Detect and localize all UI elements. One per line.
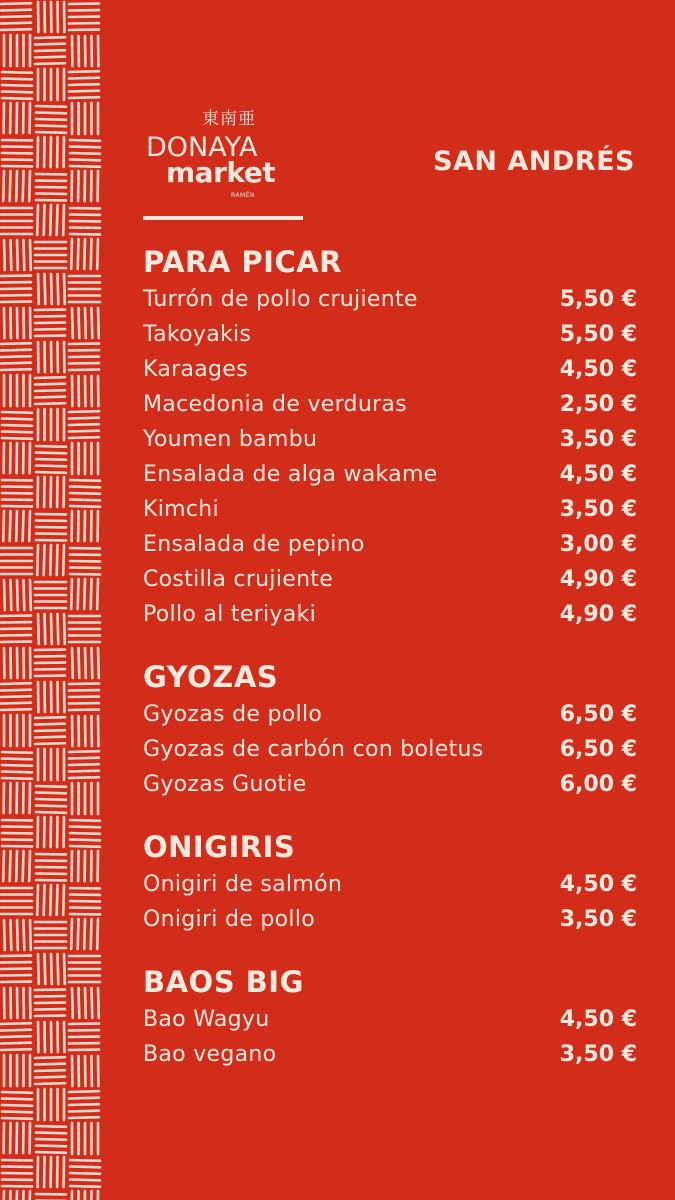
menu-item-name: Turrón de pollo crujiente [143, 287, 418, 312]
menu-item [143, 902, 637, 937]
menu-item-price: 3,50 € [559, 497, 637, 522]
menu-item [143, 697, 637, 732]
menu-item-price: 3,50 € [559, 427, 637, 452]
menu-section [143, 827, 637, 937]
section-title: GYOZAS [143, 660, 279, 694]
menu-item-name: Macedonia de verduras [143, 392, 407, 417]
menu-item [143, 457, 637, 492]
menu-item-price: 4,50 € [559, 1007, 637, 1032]
menu-item-price: 4,50 € [559, 462, 637, 487]
menu-item-price: 4,50 € [559, 872, 637, 897]
menu-item [143, 317, 637, 352]
menu-item-name: Takoyakis [143, 322, 252, 347]
menu-item-name: Pollo al teriyaki [143, 602, 316, 627]
decorative-pattern [0, 0, 102, 1200]
menu-item-name: Ensalada de alga wakame [143, 462, 438, 487]
menu-item-price: 6,00 € [559, 772, 637, 797]
logo-divider [143, 216, 303, 220]
menu-item-name: Youmen bambu [143, 427, 318, 452]
brand-logo [140, 104, 310, 204]
menu-item-name: Gyozas de carbón con boletus [143, 737, 484, 762]
menu-section [143, 242, 637, 632]
menu-item [143, 597, 637, 632]
menu-item-name: Kimchi [143, 497, 219, 522]
logo-kanji: 東南亜 [202, 109, 256, 129]
menu-item-name: Gyozas de pollo [143, 702, 323, 727]
logo-name-line2: market [166, 156, 276, 189]
menu-item-price: 6,50 € [559, 702, 637, 727]
menu-item-price: 3,00 € [559, 532, 637, 557]
menu-item-price: 6,50 € [559, 737, 637, 762]
menu-section [143, 657, 637, 802]
menu-item [143, 352, 637, 387]
menu-item [143, 282, 637, 317]
menu-item-name: Gyozas Guotie [143, 772, 307, 797]
menu-item-price: 5,50 € [559, 322, 637, 347]
menu-item-list [143, 697, 637, 802]
menu-item [143, 767, 637, 802]
menu-section [143, 962, 637, 1072]
menu-item [143, 1002, 637, 1037]
menu [143, 242, 637, 1097]
section-title: PARA PICAR [143, 245, 343, 279]
menu-item [143, 527, 637, 562]
menu-item-name: Bao Wagyu [143, 1007, 270, 1032]
menu-item [143, 867, 637, 902]
menu-item-price: 5,50 € [559, 287, 637, 312]
menu-item-price: 3,50 € [559, 1042, 637, 1067]
menu-item [143, 387, 637, 422]
menu-item-name: Costilla crujiente [143, 567, 334, 592]
logo-tagline: RAMÉN [231, 192, 255, 199]
menu-item-list [143, 1002, 637, 1072]
menu-item-name: Onigiri de salmón [143, 872, 343, 897]
menu-item [143, 562, 637, 597]
menu-item-list [143, 282, 637, 632]
menu-item-price: 2,50 € [559, 392, 637, 417]
menu-item [143, 732, 637, 767]
menu-item-price: 4,90 € [559, 567, 637, 592]
menu-item [143, 1037, 637, 1072]
menu-item-name: Ensalada de pepino [143, 532, 365, 557]
menu-item-name: Karaages [143, 357, 248, 382]
menu-item-price: 3,50 € [559, 907, 637, 932]
logo-name-line1: DONAYA [146, 132, 258, 163]
menu-item-list [143, 867, 637, 937]
location-title: SAN ANDRÉS [433, 146, 635, 177]
menu-item-name: Bao vegano [143, 1042, 277, 1067]
menu-item [143, 492, 637, 527]
section-title: BAOS BIG [143, 965, 304, 999]
menu-item-name: Onigiri de pollo [143, 907, 316, 932]
section-title: ONIGIRIS [143, 830, 296, 864]
menu-item [143, 422, 637, 457]
menu-item-price: 4,50 € [559, 357, 637, 382]
menu-item-price: 4,90 € [559, 602, 637, 627]
